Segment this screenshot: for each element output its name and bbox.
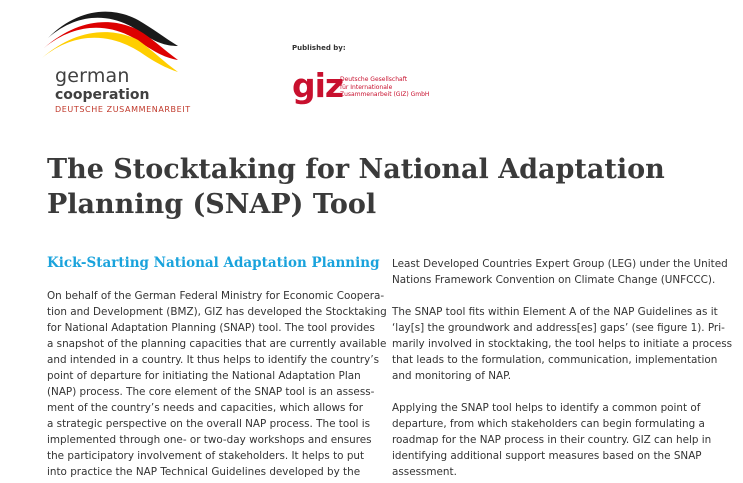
body-line: On behalf of the German Federal Ministry for Economic Coopera-: [47, 290, 385, 302]
body-line: ‘lay[s] the groundwork and address[es] gaps’ (see figure 1). Pri-: [392, 322, 725, 334]
right-column-text: [392, 256, 733, 480]
body-line: a snapshot of the planning capacities that are currently available: [47, 338, 387, 350]
body-line: (NAP) process. The core element of the SNAP tool is an assess-: [47, 386, 375, 398]
body-line: identifying additional support measures based on the SNAP: [392, 450, 702, 462]
logo-line-deutsche-zusammenarbeit: DEUTSCHE ZUSAMMENARBEIT: [55, 105, 191, 114]
body-line: the participatory involvement of stakeholders. It helps to put: [47, 450, 365, 462]
body-line: a strategic perspective on the overall NAP process. The tool is: [47, 418, 371, 430]
body-line: roadmap for the NAP process in their country. GIZ can help in: [392, 434, 712, 446]
body-line: The SNAP tool fits within Element A of the NAP Guidelines as it: [392, 306, 718, 318]
published-by-label: Published by:: [292, 44, 346, 52]
paragraph-gap: [392, 288, 722, 304]
body-line: tion and Development (BMZ), GIZ has developed the Stocktaking: [47, 306, 387, 318]
body-line: Nations Framework Convention on Climate Change (UNFCCC).: [392, 274, 716, 286]
logo-line-cooperation: cooperation: [55, 87, 150, 103]
left-column-text: [47, 288, 387, 480]
body-line: Applying the SNAP tool helps to identify a common point of: [392, 402, 701, 414]
logo-line-german: german: [55, 65, 130, 87]
giz-logo: giz: [292, 66, 344, 105]
body-line: for National Adaptation Planning (SNAP) tool. The tool provides: [47, 322, 375, 334]
body-line: Least Developed Countries Expert Group (LEG) under the United: [392, 258, 728, 270]
body-line: ment of the country’s needs and capacities, which allows for: [47, 402, 364, 414]
document-title: [47, 152, 707, 222]
body-line: assessment.: [392, 466, 457, 478]
body-line: that leads to the formulation, communication, implementation: [392, 354, 718, 366]
body-line: implemented through one- or two-day workshops and ensures: [47, 434, 372, 446]
body-line: point of departure for initiating the National Adaptation Plan: [47, 370, 361, 382]
giz-name-line: für Internationale: [340, 83, 393, 91]
german-cooperation-logo: [55, 67, 191, 114]
body-line: departure, from which stakeholders can begin formulating a: [392, 418, 705, 430]
paragraph-gap: [392, 384, 722, 400]
title-line: Planning (SNAP) Tool: [47, 189, 377, 220]
title-line: The Stocktaking for National Adaptation: [47, 154, 665, 185]
body-line: and monitoring of NAP.: [392, 370, 512, 382]
body-line: marily involved in stocktaking, the tool helps to initiate a process: [392, 338, 733, 350]
section-subheading: Kick-Starting National Adaptation Planning: [47, 255, 380, 271]
giz-full-name: [340, 76, 429, 99]
body-line: into practice the NAP Technical Guidelines developed by the: [47, 466, 361, 478]
giz-name-line: Zusammenarbeit (GIZ) GmbH: [340, 91, 430, 98]
body-line: and intended in a country. It thus helps to identify the country’s: [47, 354, 380, 366]
giz-name-line: Deutsche Gesellschaft: [340, 76, 408, 83]
